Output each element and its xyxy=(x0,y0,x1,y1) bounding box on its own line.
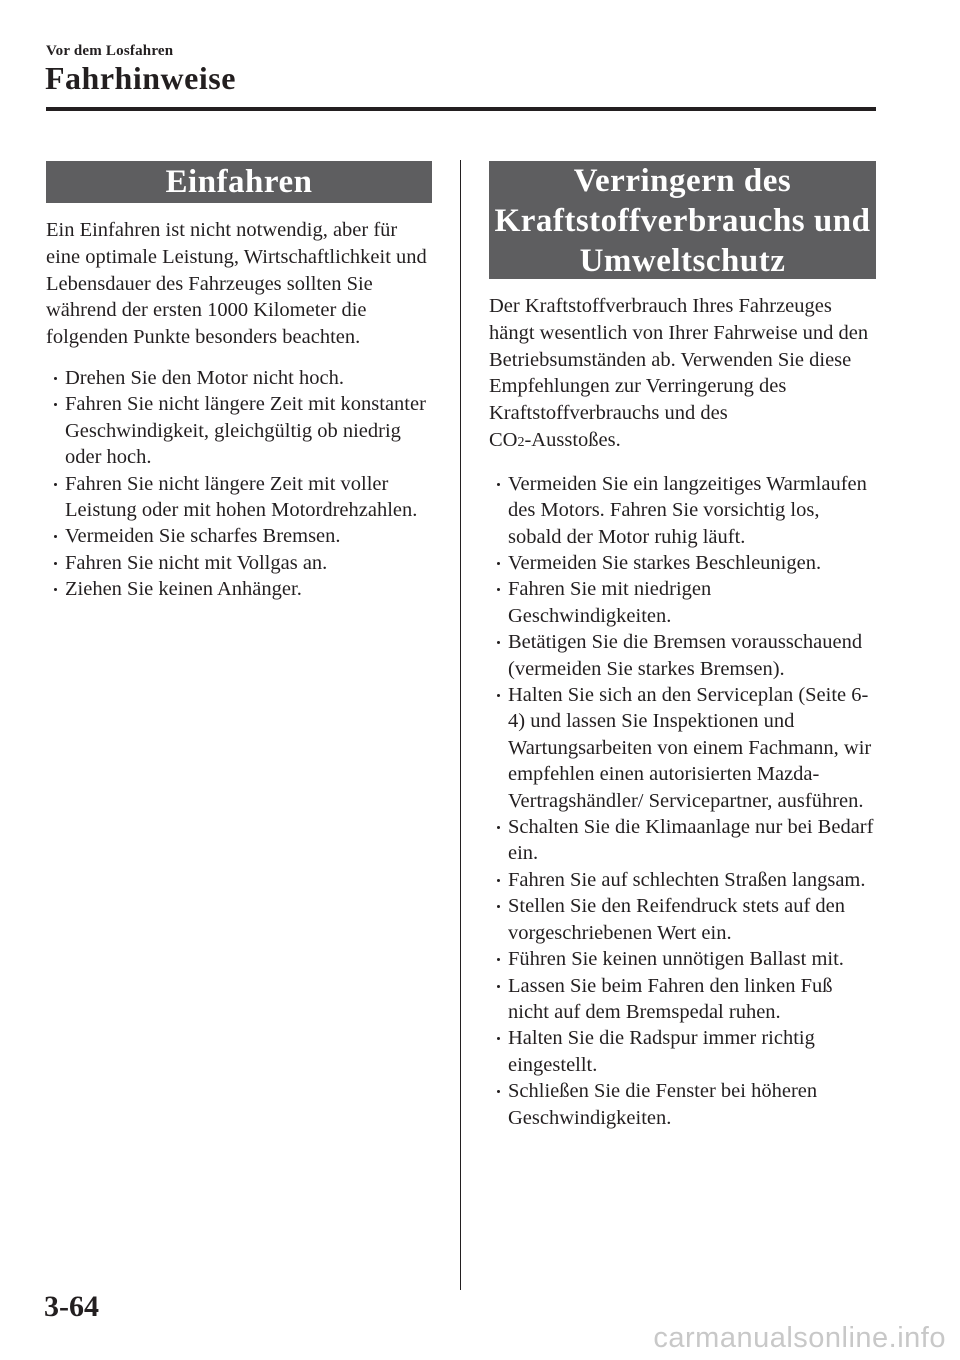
list-item: Stellen Sie den Reifendruck stets auf den vorgeschriebenen Wert ein. xyxy=(489,893,876,946)
page-number: 3-64 xyxy=(44,1290,99,1323)
bullet-dot xyxy=(497,641,500,644)
list-item: Drehen Sie den Motor nicht hoch. xyxy=(46,365,432,391)
bullet-dot xyxy=(497,826,500,829)
intro-paragraph: Ein Einfahren ist nicht notwendig, aber für eine optimale Leistung, Wirtschaftlichkeit und Lebensdauer des Fahrzeuges sollten Sie während der ersten 1000 Kilometer die folgenden Punkte besonders beachten. xyxy=(46,219,427,349)
bullet-dot xyxy=(54,377,57,380)
list-item: Schließen Sie die Fenster bei höheren Geschwindigkeiten. xyxy=(489,1078,876,1131)
list-item: Fahren Sie nicht längere Zeit mit konstanter Geschwindigkeit, gleichgültig ob niedrig oder hoch. xyxy=(46,391,432,470)
bullet-dot xyxy=(54,483,57,486)
list-item: Halten Sie die Radspur immer richtig eingestellt. xyxy=(489,1025,876,1078)
chapter-title: Fahrhinweise xyxy=(45,60,236,96)
list-item: Halten Sie sich an den Serviceplan (Seite 6-4) und lassen Sie Inspektionen und Wartungsarbeiten von einem Fachmann, wir empfehlen einen autorisierten Mazda-Vertragshändler/ Servicepartner, ausführen. xyxy=(489,682,876,814)
bullet-dot xyxy=(497,562,500,565)
bullet-dot xyxy=(54,535,57,538)
header-rule xyxy=(46,107,876,111)
left-column xyxy=(46,161,432,603)
right-column xyxy=(489,161,876,1131)
list-item: Führen Sie keinen unnötigen Ballast mit. xyxy=(489,946,876,972)
bullet-dot xyxy=(497,905,500,908)
bullet-dot xyxy=(497,985,500,988)
bullet-dot xyxy=(54,588,57,591)
heading-einfahren: Einfahren xyxy=(46,161,432,203)
bullet-dot xyxy=(54,562,57,565)
bullet-dot xyxy=(497,879,500,882)
list-item: Vermeiden Sie scharfes Bremsen. xyxy=(46,523,432,549)
column-divider xyxy=(460,160,461,1290)
list-item: Fahren Sie auf schlechten Straßen langsam. xyxy=(489,867,876,893)
list-item: Ziehen Sie keinen Anhänger. xyxy=(46,576,432,602)
watermark: carmanualsonline.info xyxy=(653,1322,946,1354)
heading-line: Umweltschutz xyxy=(579,243,786,279)
bullet-dot xyxy=(497,1037,500,1040)
list-item: Vermeiden Sie ein langzeitiges Warmlaufen des Motors. Fahren Sie vorsichtig los, sobald der Motor ruhig läuft. xyxy=(489,471,876,550)
list-item: Fahren Sie nicht mit Vollgas an. xyxy=(46,550,432,576)
bullet-dot xyxy=(497,958,500,961)
bullet-dot xyxy=(497,694,500,697)
bullet-dot xyxy=(497,483,500,486)
list-item: Lassen Sie beim Fahren den linken Fuß nicht auf dem Bremspedal ruhen. xyxy=(489,973,876,1026)
section-label: Vor dem Losfahren xyxy=(46,43,174,59)
bullet-list xyxy=(489,471,876,1131)
bullet-dot xyxy=(497,588,500,591)
list-item: Fahren Sie mit niedrigen Geschwindigkeiten. xyxy=(489,576,876,629)
list-item: Fahren Sie nicht längere Zeit mit voller Leistung oder mit hohen Motordrehzahlen. xyxy=(46,471,432,524)
intro-paragraph: Der Kraftstoffverbrauch Ihres Fahrzeuges hängt wesentlich von Ihrer Fahrweise und den Betriebsumständen ab. Verwenden Sie diese Empfehlungen zur Verringerung des Kraftstoffverbrauchs und des CO2-Ausstoßes. xyxy=(489,295,869,451)
heading-line: Kraftstoffverbrauchs und xyxy=(494,203,871,239)
list-item: Betätigen Sie die Bremsen vorausschauend (vermeiden Sie starkes Bremsen). xyxy=(489,629,876,682)
bullet-list xyxy=(46,365,432,603)
bullet-dot xyxy=(54,403,57,406)
heading-line: Verringern des xyxy=(573,163,792,199)
list-item: Schalten Sie die Klimaanlage nur bei Bedarf ein. xyxy=(489,814,876,867)
co2-text: CO2-Ausstoßes. xyxy=(489,428,621,451)
heading-kraftstoffverbrauch xyxy=(489,161,876,279)
list-item: Vermeiden Sie starkes Beschleunigen. xyxy=(489,550,876,576)
bullet-dot xyxy=(497,1090,500,1093)
